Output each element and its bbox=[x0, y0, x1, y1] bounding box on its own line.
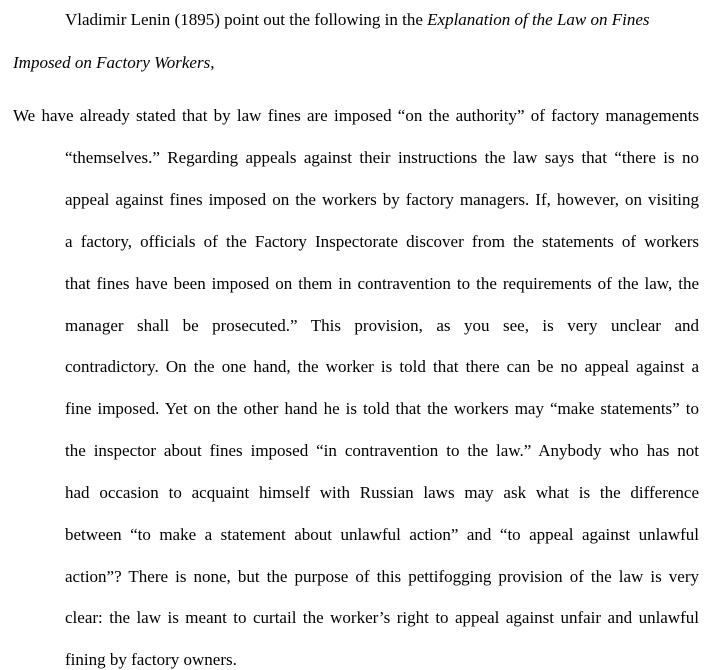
intro-line-2 bbox=[13, 53, 214, 73]
quote-line: the inspector about fines imposed “in contravention to the law.” Anybody who has not bbox=[65, 441, 699, 460]
quote-line: appeal against fines imposed on the workers by factory managers. If, however, on visiting bbox=[65, 190, 699, 209]
intro-line-1 bbox=[65, 10, 650, 30]
work-title-part-1: Explanation of the Law on Fines bbox=[427, 10, 650, 29]
quote-line-last: fining by factory owners. bbox=[65, 650, 237, 669]
quote-line: contradictory. On the one hand, the worker is told that there can be no appeal against a bbox=[65, 357, 699, 376]
quote-line: We have already stated that by law fines are imposed “on the authority” of factory managements bbox=[13, 106, 699, 125]
quote-line: manager shall be prosecuted.” This provision, as you see, is very unclear and bbox=[65, 316, 699, 335]
quote-line: a factory, officials of the Factory Inspectorate discover from the statements of workers bbox=[65, 232, 699, 251]
work-title-part-2: Imposed on Factory Workers bbox=[13, 53, 211, 72]
quote-line: fine imposed. Yet on the other hand he is told that the workers may “make statements” to bbox=[65, 399, 699, 418]
quote-line: had occasion to acquaint himself with Russian laws may ask what is the difference bbox=[65, 483, 699, 502]
quote-line: that fines have been imposed on them in contravention to the requirements of the law, the bbox=[65, 274, 699, 293]
quote-line: action”? There is none, but the purpose of this pettifogging provision of the law is very bbox=[65, 567, 699, 586]
quote-line: between “to make a statement about unlawful action” and “to appeal against unlawful bbox=[65, 525, 699, 544]
quote-line: “themselves.” Regarding appeals against their instructions the law says that “there is no bbox=[65, 148, 699, 167]
intro-text: Vladimir Lenin (1895) point out the following in the bbox=[65, 10, 428, 29]
quote-line: clear: the law is meant to curtail the worker’s right to appeal against unfair and unlawful bbox=[65, 608, 699, 627]
intro-punctuation: , bbox=[210, 53, 215, 72]
